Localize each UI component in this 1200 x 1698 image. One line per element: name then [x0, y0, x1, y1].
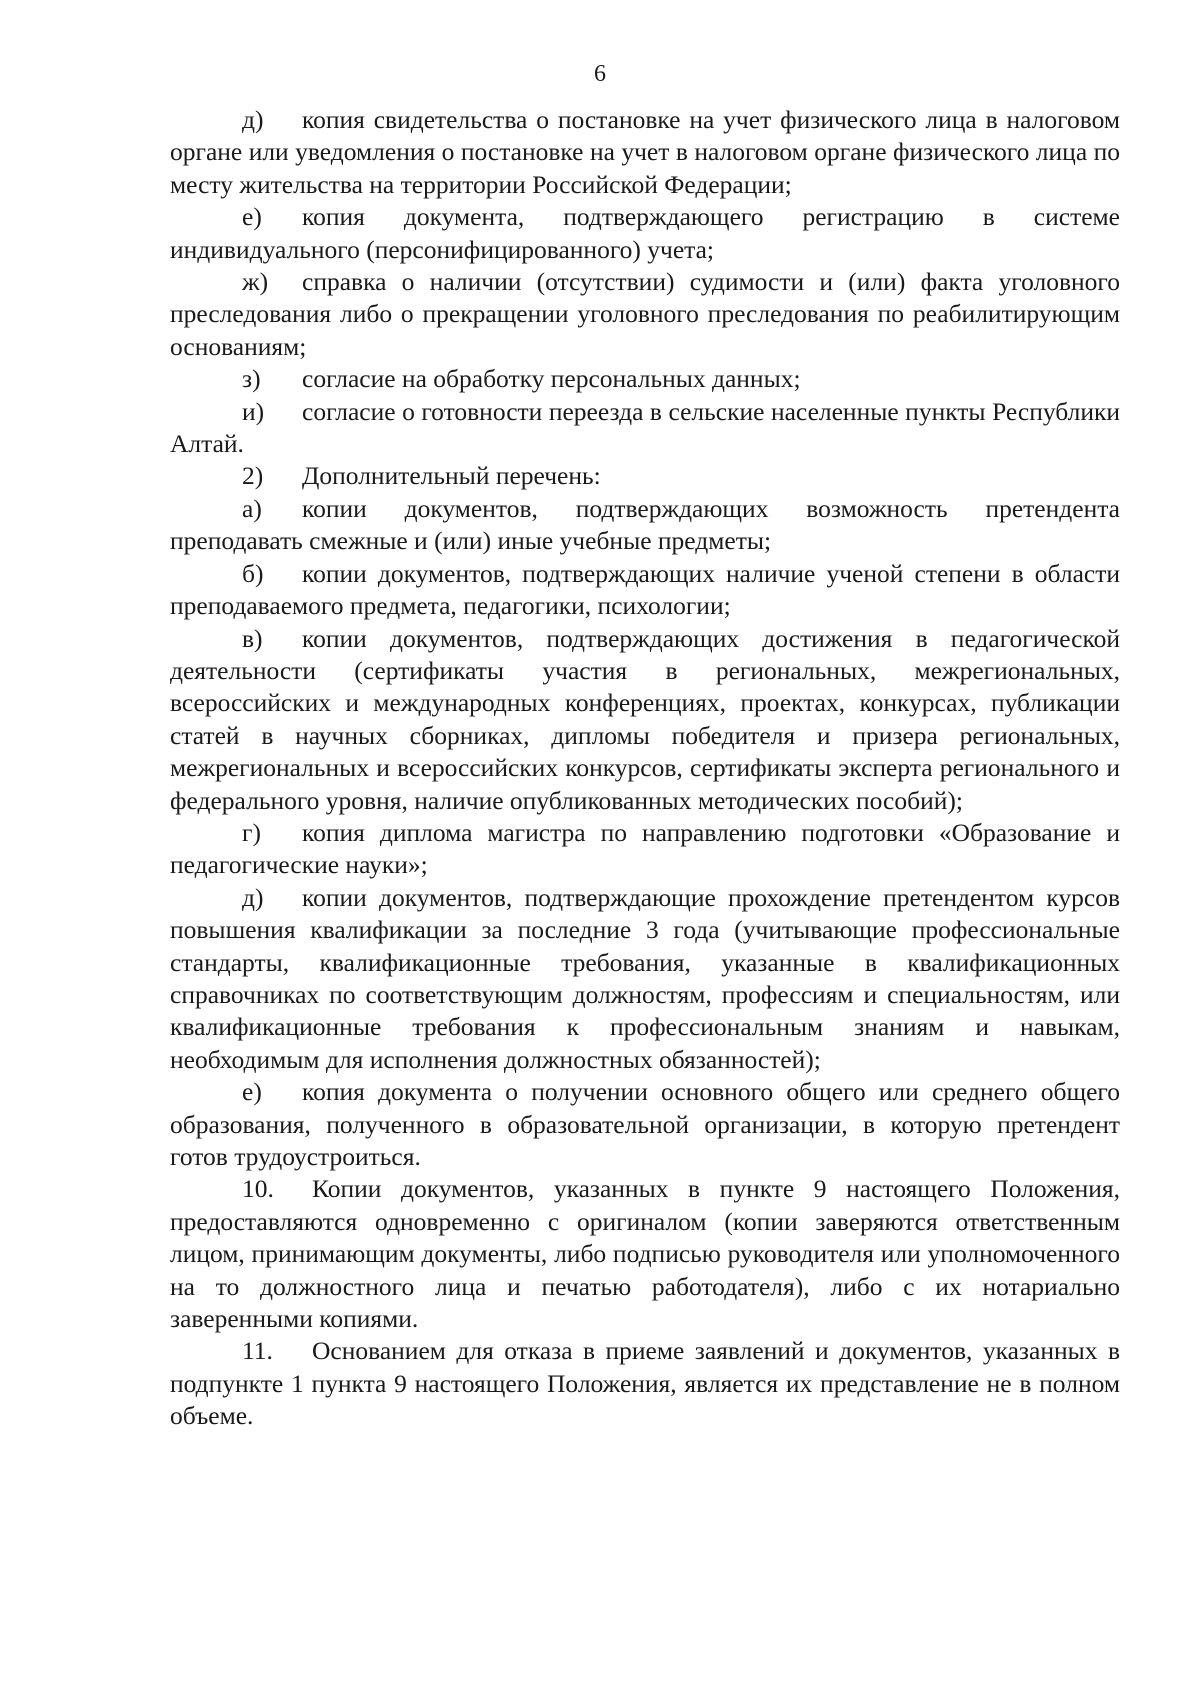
item-text: копия свидетельства о постановке на учет физического лица в налоговом органе или уведомления о постановке на учет в налоговом органе физического лица по месту жительства на территории Российской Федерации; — [170, 105, 1120, 199]
item-label: е) — [242, 202, 262, 232]
list-item-z — [170, 363, 1120, 395]
item-label: д) — [242, 105, 264, 134]
item-text: копии документов, подтверждающих возможность претендента преподавать смежные и (или) иные учебные предметы; — [170, 493, 1120, 556]
document-body — [170, 104, 1120, 1433]
list-item-2 — [170, 460, 1120, 492]
item-label: в) — [242, 623, 263, 653]
paragraph-10 — [170, 1173, 1120, 1335]
list-item-e2 — [170, 1076, 1120, 1173]
list-item-a — [170, 493, 1120, 558]
list-item-e — [170, 201, 1120, 266]
item-text: Дополнительный перечень: — [302, 461, 601, 491]
item-text: согласие о готовности переезда в сельские населенные пункты Республики Алтай. — [170, 396, 1120, 459]
item-text: копия диплома магистра по направлению подготовки «Образование и педагогические науки»; — [170, 817, 1120, 880]
item-label: е) — [242, 1077, 262, 1107]
item-label: а) — [242, 493, 262, 523]
list-item-g — [170, 817, 1120, 882]
item-text: Копии документов, указанных в пункте 9 настоящего Положения, предоставляются одновременно с оригиналом (копии заверяются ответственным лицом, принимающим документы, либо подписью руководителя или уполномоченного на то должностного лица и печатью работодателя), либо с их нотариально заверенными копиями. — [170, 1174, 1120, 1334]
list-item-zh — [170, 266, 1120, 363]
item-text: копия документа о получении основного общего или среднего общего образования, полученного в образовательной организации, в которую претендент готов трудоустроиться. — [170, 1077, 1120, 1171]
item-label: 10. — [242, 1174, 274, 1204]
item-text: копии документов, подтверждающих достижения в педагогической деятельности (сертификаты участия в региональных, межрегиональных, всероссийских и международных конференциях, проектах, конкурсах, публикации статей в научных сборниках, дипломы победителя и призера региональных, межрегиональных и всероссийских конкурсов, сертификаты эксперта регионального и федерального уровня, наличие опубликованных методических пособий); — [170, 623, 1120, 815]
list-item-d2 — [170, 882, 1120, 1076]
item-text: Основанием для отказа в приеме заявлений и документов, указанных в подпункте 1 пункта 9 настоящего Положения, является их представление не в полном объеме. — [170, 1336, 1120, 1431]
item-text: копии документов, подтверждающих наличие ученой степени в области преподаваемого предмета, педагогики, психологии; — [170, 558, 1120, 621]
item-text: справка о наличии (отсутствии) судимости и (или) факта уголовного преследования либо о прекращении уголовного преследования по реабилитирующим основаниям; — [170, 267, 1120, 361]
list-item-d — [170, 104, 1120, 201]
item-text: копия документа, подтверждающего регистрацию в системе индивидуального (персонифицированного) учета; — [170, 202, 1120, 264]
item-label: б) — [242, 558, 264, 588]
list-item-i — [170, 396, 1120, 461]
item-label: 2) — [242, 461, 264, 491]
item-text: копии документов, подтверждающие прохождение претендентом курсов повышения квалификации за последние 3 года (учитывающие профессиональные стандарты, квалификационные требования, указанные в квалификационных справочниках по соответствующим должностям, профессиям и специальностям, или квалификационные требования к профессиональным знаниям и навыкам, необходимым для исполнения должностных обязанностей); — [170, 882, 1120, 1074]
item-label: ж) — [242, 267, 269, 297]
list-item-b — [170, 558, 1120, 623]
item-text: согласие на обработку персональных данных; — [302, 364, 801, 394]
item-label: з) — [242, 364, 261, 394]
item-label: и) — [242, 396, 265, 426]
paragraph-11 — [170, 1335, 1120, 1432]
list-item-v — [170, 623, 1120, 817]
page-number: 6 — [594, 61, 606, 87]
item-label: 11. — [242, 1336, 273, 1366]
item-label: д) — [242, 882, 264, 912]
item-label: г) — [242, 817, 261, 847]
